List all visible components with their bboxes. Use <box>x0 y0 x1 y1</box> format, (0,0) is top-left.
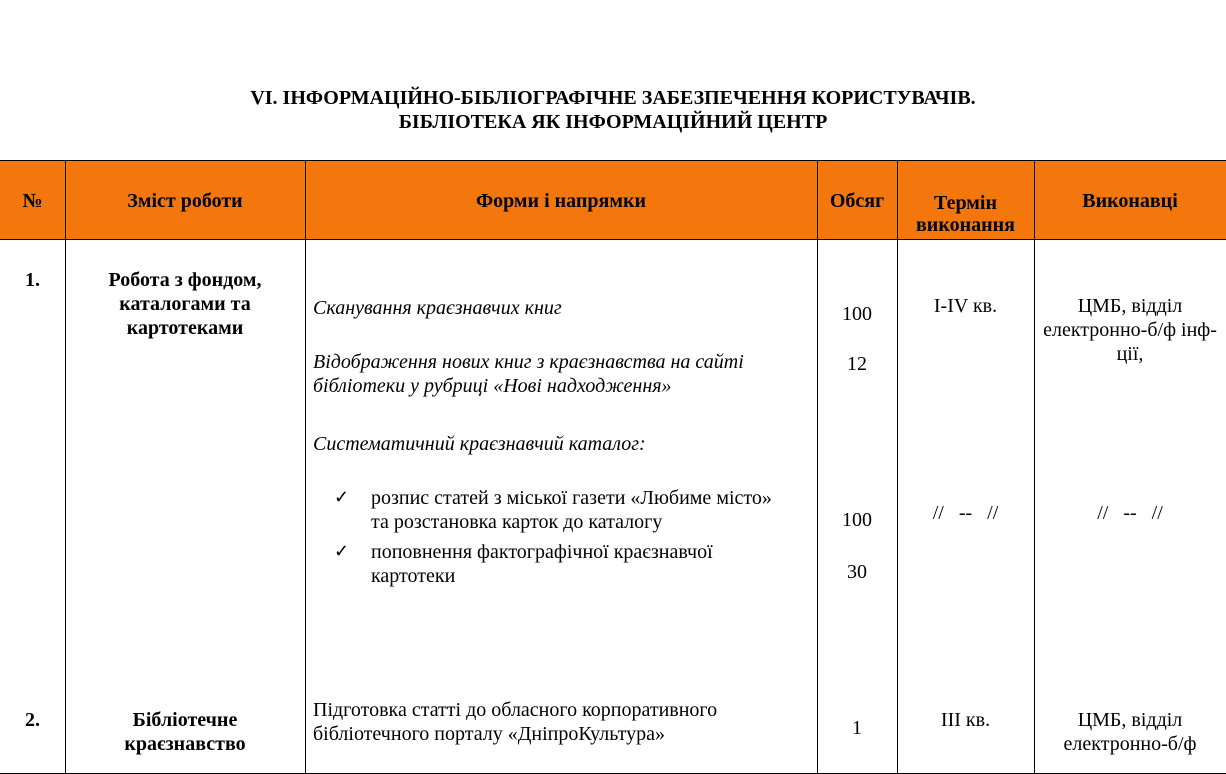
header-executors: Виконавці <box>1082 190 1178 212</box>
column-divider <box>305 160 306 774</box>
row-1-number: 1. <box>25 269 40 291</box>
row-2-form: Підготовка статті до обласного корпоративного бібліотечного порталу «ДніпроКультура» <box>313 699 718 745</box>
column-divider <box>817 160 818 774</box>
header-number: № <box>22 190 43 212</box>
row-1-volume-3: 100 <box>842 509 872 531</box>
row-2-executors: ЦМБ, відділ електронно-б/ф <box>1063 709 1197 755</box>
check-mark-icon: ✓ <box>334 487 350 507</box>
check-mark-icon: ✓ <box>334 541 350 561</box>
row-1-form-2: Відображення нових книг з краєзнавства на сайті бібліотеки у рубриці «Нові надходження» <box>313 351 744 397</box>
row-1-bullet-1: розпис статей з міської газети «Любиме місто» та розстановка карток до каталогу <box>371 487 772 533</box>
header-volume: Обсяг <box>829 190 885 212</box>
header-bottom-border <box>0 239 1226 240</box>
row-1-form-1: Сканування краєзнавчих книг <box>313 297 562 319</box>
row-1-bullet-2: поповнення фактографічної краєзнавчої картотеки <box>371 541 713 587</box>
row-1-content: Робота з фондом, каталогами та картотеками <box>108 269 262 339</box>
row-1-term: І-ІV кв. <box>933 295 998 317</box>
section-title-line-1: VI. ІНФОРМАЦІЙНО-БІБЛІОГРАФІЧНЕ ЗАБЕЗПЕЧЕННЯ КОРИСТУВАЧІВ. <box>250 87 976 109</box>
column-divider <box>65 160 66 774</box>
row-1-form-3: Систематичний краєзнавчий каталог: <box>313 433 646 455</box>
row-1-volume-2: 12 <box>847 353 867 375</box>
row-1-executors: ЦМБ, відділ електронно-б/ф інф-ції, <box>1043 295 1217 365</box>
row-2-number: 2. <box>25 709 40 731</box>
row-1-executors-repeat: // -- // <box>1097 502 1163 524</box>
row-1-volume-1: 100 <box>842 303 872 325</box>
row-2-volume: 1 <box>852 717 862 739</box>
section-title-line-2: БІБЛІОТЕКА ЯК ІНФОРМАЦІЙНИЙ ЦЕНТР <box>398 111 828 133</box>
row-1-term-repeat: // -- // <box>932 502 999 524</box>
header-content: Зміст роботи <box>127 190 243 212</box>
row-1-volume-4: 30 <box>847 561 867 583</box>
column-divider <box>1034 160 1035 774</box>
header-forms: Форми і напрямки <box>475 190 647 212</box>
header-term: Термін виконання <box>916 192 1015 236</box>
row-2-content: Бібліотечне краєзнавство <box>124 709 246 755</box>
table-top-border <box>0 160 1226 161</box>
row-2-term: ІІІ кв. <box>940 709 991 731</box>
column-divider <box>897 160 898 774</box>
